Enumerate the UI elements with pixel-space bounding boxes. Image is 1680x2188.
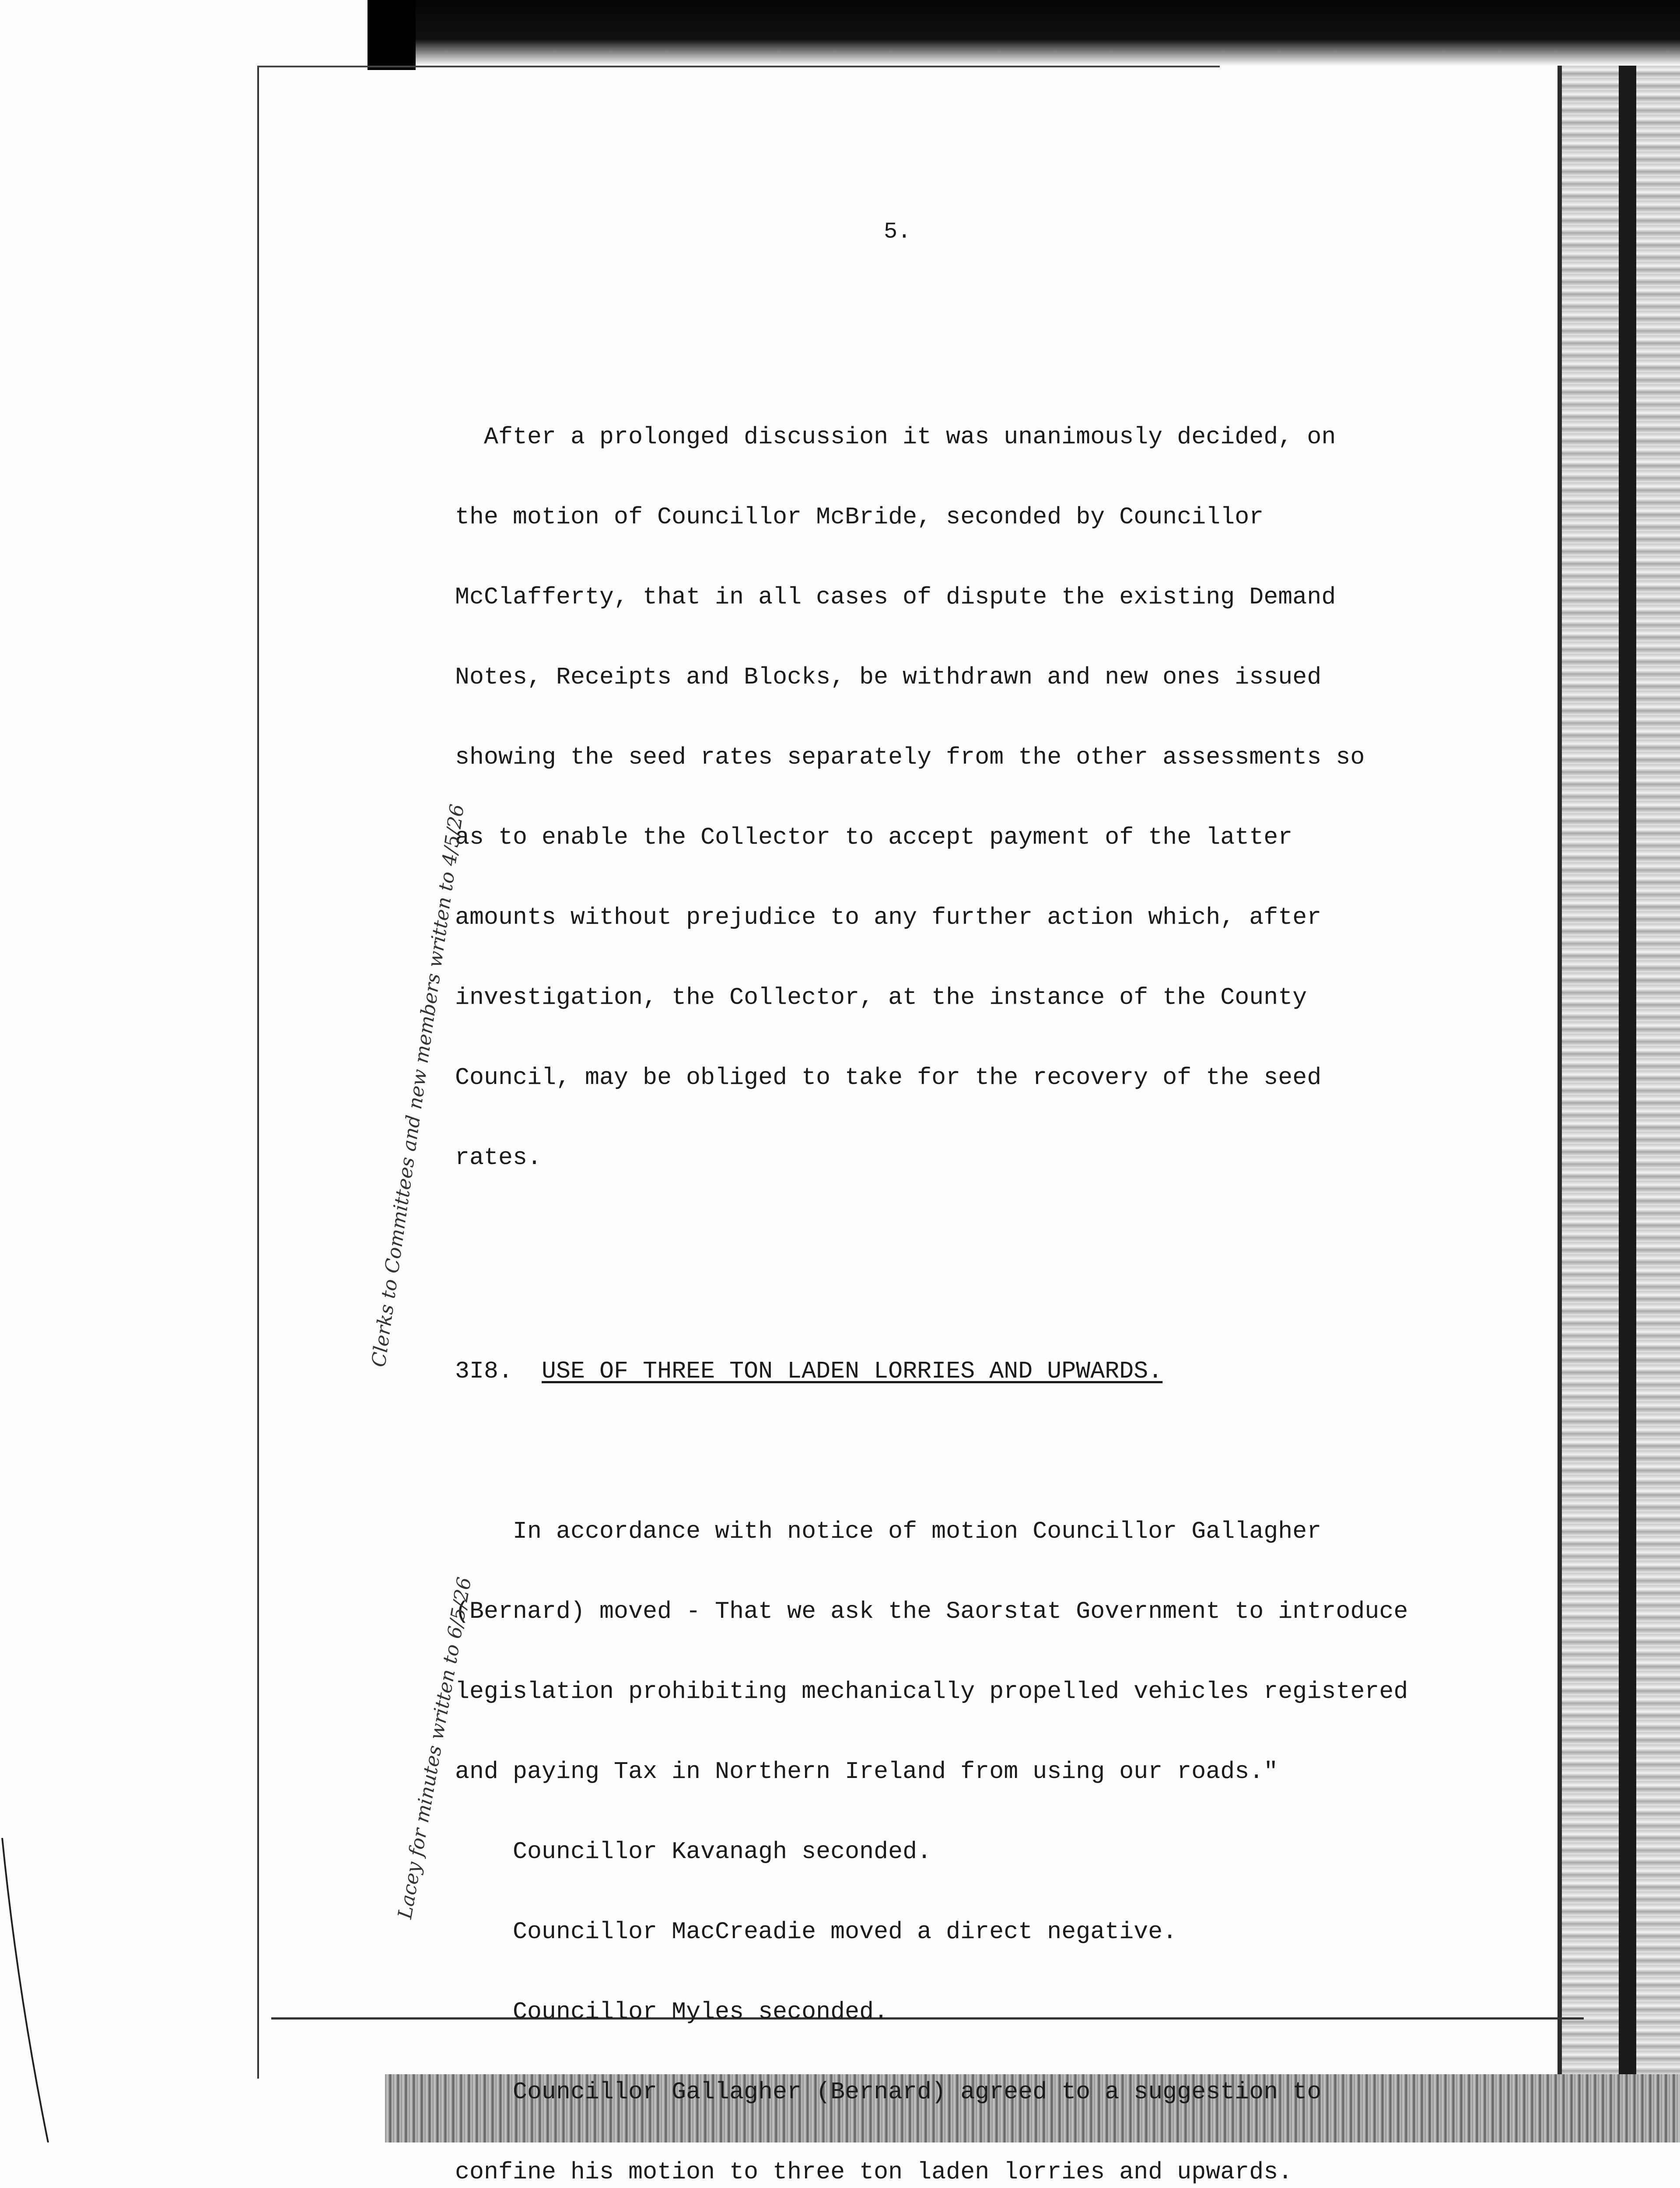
text-line: McClafferty, that in all cases of dispute the existing Demand <box>455 583 1336 611</box>
page-left-border <box>257 66 259 2079</box>
text-line: Councillor Myles seconded. <box>455 1998 889 2026</box>
text-line: In accordance with notice of motion Councillor Gallagher <box>455 1518 1322 1545</box>
minutes-body <box>455 344 1549 2188</box>
text-line: rates. <box>455 1144 542 1171</box>
text-line: Council, may be obliged to take for the recovery of the seed <box>455 1064 1322 1091</box>
item-318-heading <box>455 1358 1549 1385</box>
text-line: Councillor Gallagher (Bernard) agreed to a suggestion to <box>455 2078 1322 2106</box>
page-top-border <box>257 66 1220 67</box>
scan-binding-curve <box>0 1838 52 2142</box>
text-line: the motion of Councillor McBride, seconded by Councillor <box>455 503 1264 531</box>
item-title: USE OF THREE TON LADEN LORRIES AND UPWARDS. <box>542 1357 1163 1385</box>
handwritten-margin-note-319: Clerks to Committees and new members written to 4/5/26 <box>368 803 469 1369</box>
scan-top-notch <box>368 0 416 70</box>
text-line: Councillor Kavanagh seconded. <box>455 1838 932 1865</box>
text-line: legislation prohibiting mechanically propelled vehicles registered <box>455 1678 1408 1705</box>
text-line: After a prolonged discussion it was unanimously decided, on <box>455 423 1336 451</box>
item-number: 3I8. <box>455 1357 513 1385</box>
text-line: as to enable the Collector to accept payment of the latter <box>455 824 1293 851</box>
text-line: investigation, the Collector, at the instance of the County <box>455 984 1307 1011</box>
text-line: Notes, Receipts and Blocks, be withdrawn and new ones issued <box>455 663 1322 691</box>
text-line: amounts without prejudice to any further action which, after <box>455 904 1322 931</box>
scan-top-shadow <box>372 0 1680 66</box>
text-line: Councillor MacCreadie moved a direct negative. <box>455 1918 1177 1946</box>
text-line: confine his motion to three ton laden lorries and upwards. <box>455 2158 1293 2186</box>
page-number: 5. <box>884 219 911 245</box>
scan-binding-shadow <box>1619 66 1636 2079</box>
text-line: showing the seed rates separately from the other assessments so <box>455 743 1365 771</box>
handwritten-margin-note-320: Lacey for minutes written to 6/5/26 <box>394 1575 476 1921</box>
text-line: and paying Tax in Northern Ireland from using our roads." <box>455 1758 1278 1785</box>
text-line: (Bernard) moved - That we ask the Saorstat Government to introduce <box>455 1598 1408 1625</box>
